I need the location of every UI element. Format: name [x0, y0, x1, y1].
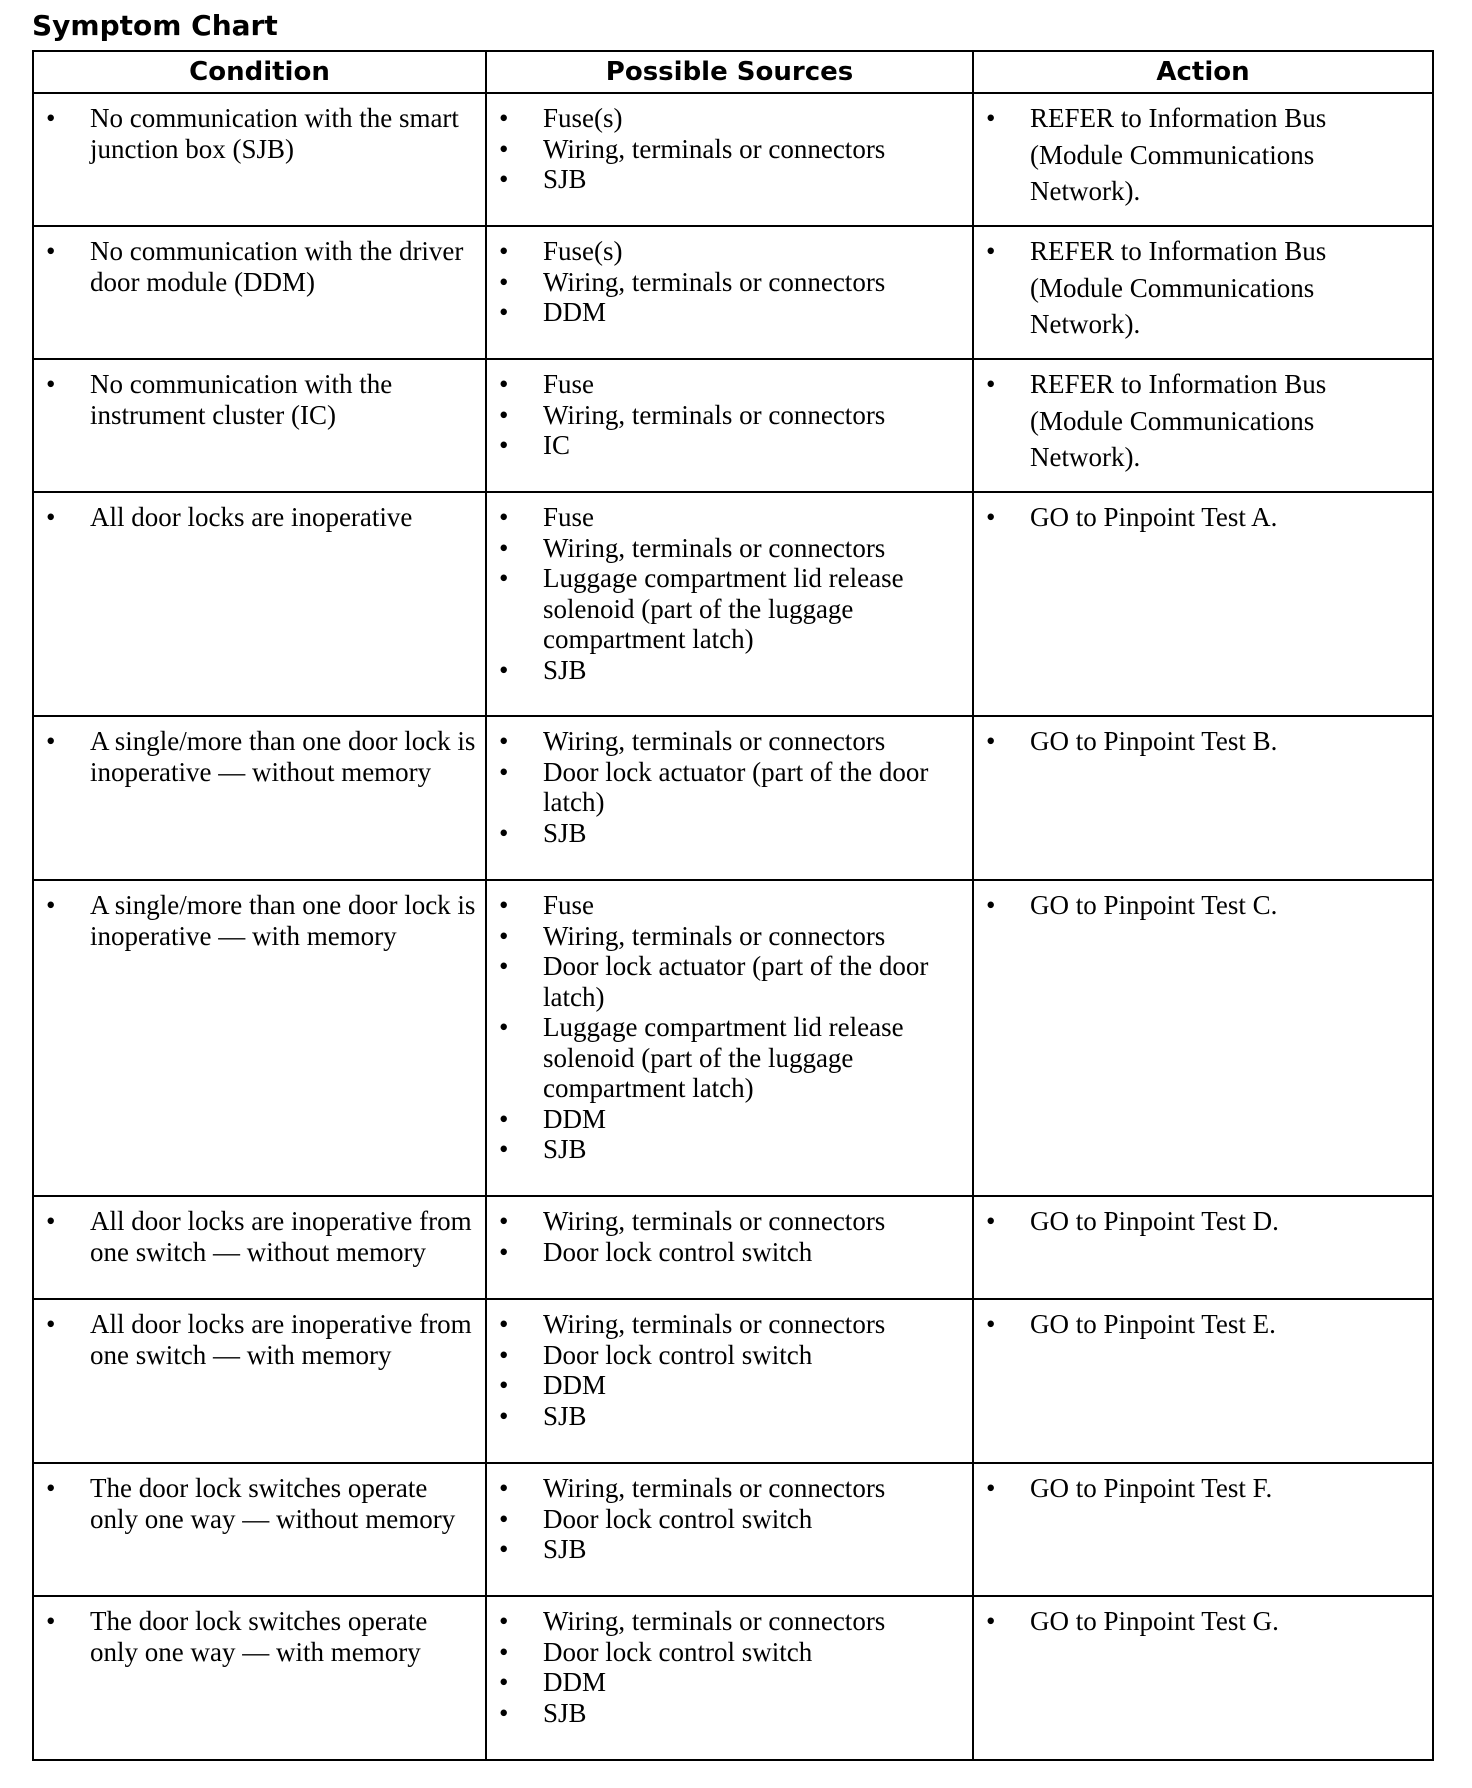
sources-cell: [486, 1299, 973, 1463]
table-row: [33, 1196, 1433, 1299]
action-text: • REFER to Information Bus (Module Communications Network).: [974, 233, 1424, 343]
sources-cell: [486, 716, 973, 880]
header-action: Action: [973, 51, 1433, 93]
source-item: • Door lock control switch: [487, 1637, 964, 1668]
condition-text: • The door lock switches operate only one way — with memory: [34, 1606, 477, 1667]
source-item: • SJB: [487, 1401, 964, 1432]
page-title: Symptom Chart: [32, 9, 278, 42]
condition-cell: [33, 492, 486, 716]
source-item: • Wiring, terminals or connectors: [487, 1309, 964, 1340]
header-condition: Condition: [33, 51, 486, 93]
action-cell: [973, 880, 1433, 1196]
condition-cell: [33, 880, 486, 1196]
action-text: • GO to Pinpoint Test D.: [974, 1203, 1424, 1240]
source-item: • Wiring, terminals or connectors: [487, 533, 964, 564]
sources-cell: [486, 880, 973, 1196]
source-item: • Luggage compartment lid release solenoid (part of the luggage compartment latch): [487, 1012, 964, 1104]
action-cell: [973, 1196, 1433, 1299]
source-item: • Fuse(s): [487, 103, 964, 134]
source-item: • DDM: [487, 1104, 964, 1135]
source-item: • DDM: [487, 1667, 964, 1698]
sources-cell: [486, 492, 973, 716]
source-item: • SJB: [487, 1134, 964, 1165]
sources-cell: [486, 226, 973, 359]
action-cell: [973, 359, 1433, 492]
action-text: • GO to Pinpoint Test B.: [974, 723, 1424, 760]
source-item: • DDM: [487, 297, 964, 328]
action-text: • GO to Pinpoint Test G.: [974, 1603, 1424, 1640]
header-row: [33, 51, 1433, 93]
source-item: • Door lock actuator (part of the door latch): [487, 757, 964, 818]
source-item: • Fuse(s): [487, 236, 964, 267]
source-item: • Wiring, terminals or connectors: [487, 921, 964, 952]
condition-text: • A single/more than one door lock is inoperative — without memory: [34, 726, 477, 787]
action-text: • GO to Pinpoint Test E.: [974, 1306, 1424, 1343]
sources-cell: [486, 1596, 973, 1760]
action-text: • GO to Pinpoint Test C.: [974, 887, 1424, 924]
condition-cell: [33, 1196, 486, 1299]
source-item: • Fuse: [487, 502, 964, 533]
action-cell: [973, 716, 1433, 880]
source-item: • Luggage compartment lid release solenoid (part of the luggage compartment latch): [487, 563, 964, 655]
action-cell: [973, 1463, 1433, 1596]
condition-cell: [33, 1463, 486, 1596]
condition-cell: [33, 93, 486, 226]
source-item: • Door lock control switch: [487, 1504, 964, 1535]
condition-cell: [33, 1596, 486, 1760]
action-cell: [973, 93, 1433, 226]
action-text: • GO to Pinpoint Test F.: [974, 1470, 1424, 1507]
source-item: • DDM: [487, 1370, 964, 1401]
condition-text: • All door locks are inoperative from one switch — without memory: [34, 1206, 477, 1267]
source-item: • Fuse: [487, 369, 964, 400]
source-item: • Door lock actuator (part of the door latch): [487, 951, 964, 1012]
table-row: [33, 492, 1433, 716]
condition-text: • No communication with the driver door module (DDM): [34, 236, 477, 297]
action-cell: [973, 492, 1433, 716]
action-text: • GO to Pinpoint Test A.: [974, 499, 1424, 536]
source-item: • Wiring, terminals or connectors: [487, 134, 964, 165]
source-item: • Wiring, terminals or connectors: [487, 400, 964, 431]
table-row: [33, 1596, 1433, 1760]
sources-cell: [486, 93, 973, 226]
source-item: • Door lock control switch: [487, 1340, 964, 1371]
action-text: • REFER to Information Bus (Module Communications Network).: [974, 100, 1424, 210]
table-row: [33, 93, 1433, 226]
condition-text: • A single/more than one door lock is inoperative — with memory: [34, 890, 477, 951]
source-item: • Door lock control switch: [487, 1237, 964, 1268]
source-item: • Wiring, terminals or connectors: [487, 1606, 964, 1637]
condition-text: • All door locks are inoperative: [34, 502, 477, 533]
source-item: • SJB: [487, 1534, 964, 1565]
table-row: [33, 880, 1433, 1196]
source-item: • IC: [487, 430, 964, 461]
source-item: • Wiring, terminals or connectors: [487, 726, 964, 757]
table-row: [33, 359, 1433, 492]
source-item: • SJB: [487, 164, 964, 195]
source-item: • SJB: [487, 655, 964, 686]
source-item: • SJB: [487, 1698, 964, 1729]
table-row: [33, 226, 1433, 359]
source-item: • SJB: [487, 818, 964, 849]
source-item: • Fuse: [487, 890, 964, 921]
action-cell: [973, 1299, 1433, 1463]
condition-text: • No communication with the smart junction box (SJB): [34, 103, 477, 164]
sources-cell: [486, 1463, 973, 1596]
sources-cell: [486, 1196, 973, 1299]
table-row: [33, 1299, 1433, 1463]
table-row: [33, 1463, 1433, 1596]
source-item: • Wiring, terminals or connectors: [487, 1473, 964, 1504]
source-item: • Wiring, terminals or connectors: [487, 267, 964, 298]
condition-cell: [33, 226, 486, 359]
action-text: • REFER to Information Bus (Module Communications Network).: [974, 366, 1424, 476]
condition-cell: [33, 1299, 486, 1463]
condition-cell: [33, 716, 486, 880]
symptom-table: [32, 50, 1434, 1761]
header-possible-sources: Possible Sources: [486, 51, 973, 93]
source-item: • Wiring, terminals or connectors: [487, 1206, 964, 1237]
table-row: [33, 716, 1433, 880]
condition-cell: [33, 359, 486, 492]
condition-text: • The door lock switches operate only one way — without memory: [34, 1473, 477, 1534]
condition-text: • All door locks are inoperative from one switch — with memory: [34, 1309, 477, 1370]
sources-cell: [486, 359, 973, 492]
action-cell: [973, 1596, 1433, 1760]
condition-text: • No communication with the instrument cluster (IC): [34, 369, 477, 430]
action-cell: [973, 226, 1433, 359]
